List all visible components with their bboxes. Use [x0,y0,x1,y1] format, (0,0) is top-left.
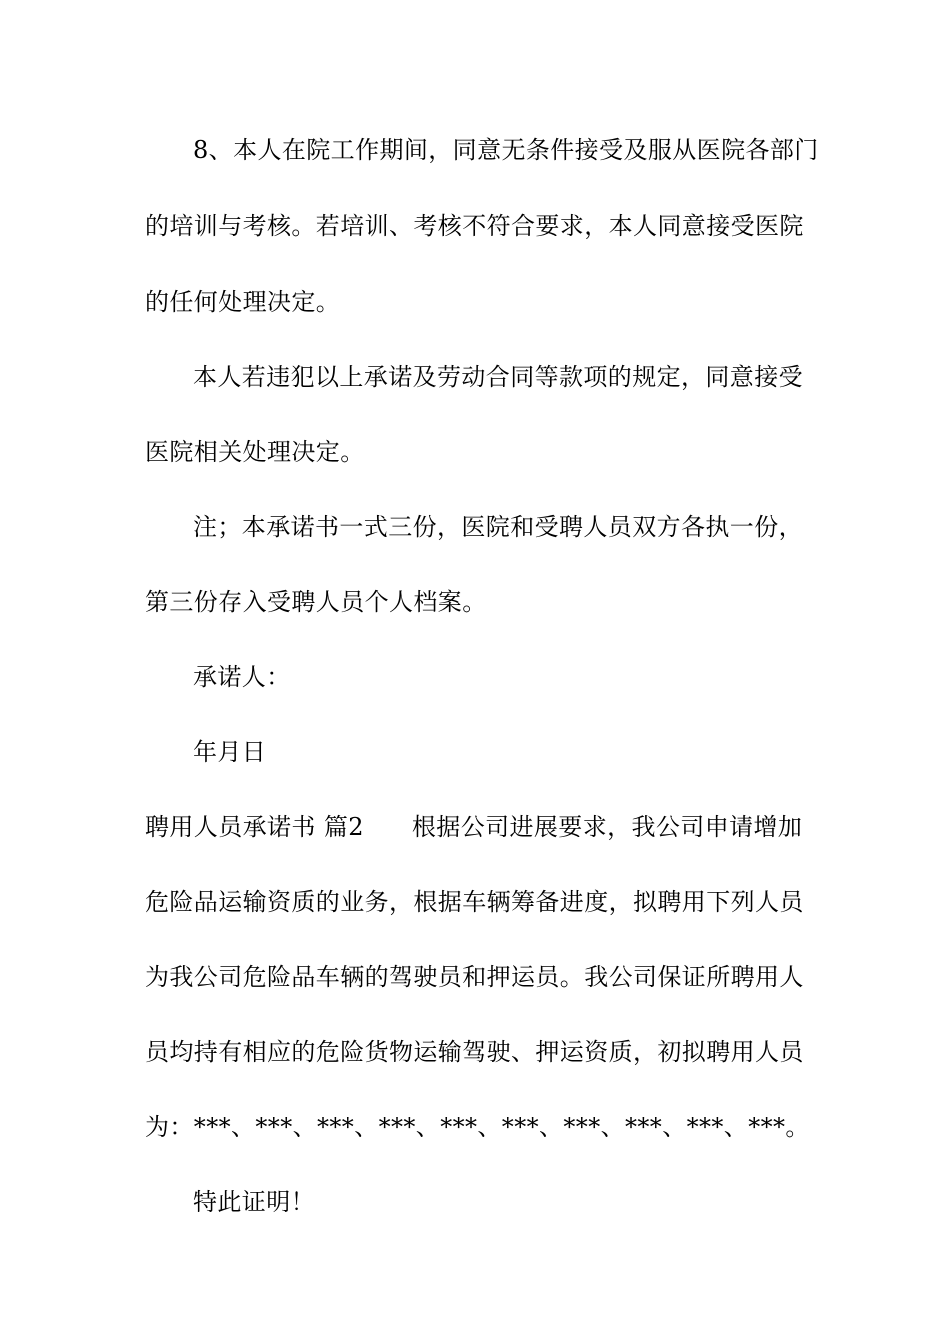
section-2-line-3: 为我公司危险品车辆的驾驶员和押运员。我公司保证所聘用人 [145,963,804,991]
closing-statement: 特此证明！ [193,1188,315,1216]
section-2-line-1-text: 根据公司进展要求，我公司申请增加 [411,813,803,841]
section-2-line-1 [145,811,810,843]
promiser-label: 承诺人： [193,663,291,691]
section-2-line-2: 危险品运输资质的业务，根据车辆筹备进度，拟聘用下列人员 [145,888,804,916]
note-line-1: 注；本承诺书一式三份，医院和受聘人员双方各执一份， [193,513,803,541]
section-2-heading: 聘用人员承诺书 篇2 [145,813,364,841]
paragraph-8-line-2: 的培训与考核。若培训、考核不符合要求，本人同意接受医院 [145,212,804,240]
paragraph-8-line-3: 的任何处理决定。 [145,288,341,316]
note-line-2: 第三份存入受聘人员个人档案。 [145,588,487,616]
section-2-line-4: 员均持有相应的危险货物运输驾驶、押运资质，初拟聘用人员 [145,1038,804,1066]
date-label: 年月日 [193,738,267,766]
paragraph-8-line-1: 8、本人在院工作期间，同意无条件接受及服从医院各部门 [193,136,819,164]
violation-clause-line-2: 医院相关处理决定。 [145,438,365,466]
section-2-line-5: 为：***、***、***、***、***、***、***、***、***、***。 [145,1113,810,1141]
violation-clause-line-1: 本人若违犯以上承诺及劳动合同等款项的规定，同意接受 [193,363,803,391]
